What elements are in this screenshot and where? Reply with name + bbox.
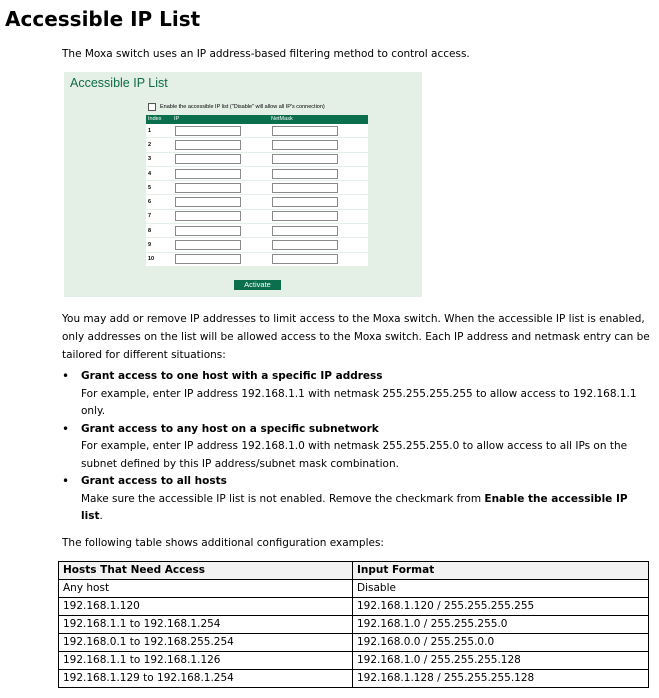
ip-cell [172, 152, 269, 166]
row-index: 4 [146, 166, 172, 180]
hosts-cell: 192.168.1.120 [59, 598, 353, 616]
ip-cell [172, 224, 269, 238]
row-index: 1 [146, 124, 172, 138]
netmask-input[interactable] [272, 126, 338, 136]
row-index: 9 [146, 238, 172, 252]
ip-table-row [146, 181, 368, 195]
bullet-text: For example, enter IP address 192.168.1.1 with netmask 255.255.255.255 to allow access to 192.168.1.1 [81, 387, 637, 400]
ip-cell [172, 238, 269, 252]
netmask-cell [269, 238, 368, 252]
ip-input[interactable] [175, 197, 241, 207]
bullet-text: only. [81, 405, 106, 417]
column-index: Index [146, 115, 172, 124]
ip-table-row [146, 195, 368, 209]
examples-row [59, 598, 649, 616]
input-format-cell: 192.168.1.128 / 255.255.255.128 [353, 670, 649, 688]
description-line: only addresses on the list will be allowed access to the Moxa switch. Each IP address and netmask entry can be [62, 331, 650, 343]
enable-row [148, 103, 325, 113]
table-intro-text: The following table shows additional configuration examples: [62, 537, 384, 549]
bullet-heading: Grant access to all hosts [81, 475, 227, 487]
ip-table-row [146, 209, 368, 223]
row-index: 5 [146, 181, 172, 195]
examples-row [59, 670, 649, 688]
hosts-cell: 192.168.1.1 to 192.168.1.126 [59, 652, 353, 670]
netmask-input[interactable] [272, 254, 338, 264]
ip-cell [172, 209, 269, 223]
screenshot-panel [64, 72, 422, 297]
ip-table-row [146, 166, 368, 180]
input-format-cell: 192.168.1.0 / 255.255.255.0 [353, 616, 649, 634]
netmask-input[interactable] [272, 140, 338, 150]
ip-cell [172, 124, 269, 138]
ip-cell [172, 195, 269, 209]
bullet-heading: Grant access to any host on a specific subnetwork [81, 422, 379, 435]
enable-label: Enable the accessible IP list ("Disable" will allow all IP's connection) [160, 104, 325, 110]
bullet-bold-text: list [81, 510, 100, 522]
examples-row [59, 580, 649, 598]
hosts-cell: 192.168.1.1 to 192.168.1.254 [59, 616, 353, 634]
bullet-icon: • [62, 421, 70, 436]
ip-table-row [146, 138, 368, 152]
netmask-cell [269, 224, 368, 238]
hosts-cell: 192.168.1.129 to 192.168.1.254 [59, 670, 353, 688]
column-netmask: NetMask [269, 115, 368, 124]
bullet-text: . [99, 510, 103, 522]
netmask-input[interactable] [272, 183, 338, 193]
row-index: 7 [146, 209, 172, 223]
row-index: 10 [146, 252, 172, 266]
panel-title: Accessible IP List [70, 76, 168, 90]
header-hosts: Hosts That Need Access [59, 562, 353, 580]
ip-input[interactable] [175, 140, 241, 150]
bullet-item [62, 421, 637, 474]
page-title: Accessible IP List [5, 7, 201, 31]
ip-input[interactable] [175, 211, 241, 221]
ip-input[interactable] [175, 254, 241, 264]
ip-table-row [146, 238, 368, 252]
ip-cell [172, 138, 269, 152]
ip-input[interactable] [175, 240, 241, 250]
header-input-format: Input Format [353, 562, 649, 580]
bullet-bold-text: Enable the accessible IP [484, 492, 628, 505]
bullet-item [62, 473, 637, 526]
activate-button[interactable]: Activate [234, 280, 281, 290]
ip-cell [172, 252, 269, 266]
examples-row [59, 652, 649, 670]
ip-input[interactable] [175, 154, 241, 164]
ip-table-row [146, 252, 368, 266]
description-line: You may add or remove IP addresses to limit access to the Moxa switch. When the accessible IP list is enabled, [62, 313, 645, 325]
netmask-input[interactable] [272, 197, 338, 207]
bullet-text: For example, enter IP address 192.168.1.0 with netmask 255.255.255.0 to allow access to all IPs on the [81, 440, 628, 452]
netmask-input[interactable] [272, 154, 338, 164]
netmask-input[interactable] [272, 211, 338, 221]
intro-text: The Moxa switch uses an IP address-based filtering method to control access. [62, 48, 470, 60]
examples-row [59, 616, 649, 634]
input-format-cell: 192.168.1.0 / 255.255.255.128 [353, 652, 649, 670]
netmask-cell [269, 166, 368, 180]
hosts-cell: 192.168.0.1 to 192.168.255.254 [59, 634, 353, 652]
ip-cell [172, 166, 269, 180]
input-format-cell: 192.168.1.120 / 255.255.255.255 [353, 598, 649, 616]
bullet-list [62, 368, 637, 526]
examples-row [59, 634, 649, 652]
description-text [62, 310, 650, 364]
column-ip: IP [172, 115, 269, 124]
ip-table [146, 115, 368, 267]
ip-input[interactable] [175, 169, 241, 179]
input-format-cell: Disable [353, 580, 649, 598]
bullet-text: subnet defined by this IP address/subnet mask combination. [81, 457, 399, 470]
netmask-input[interactable] [272, 226, 338, 236]
ip-cell [172, 181, 269, 195]
netmask-cell [269, 152, 368, 166]
bullet-item [62, 368, 637, 421]
bullet-heading: Grant access to one host with a specific IP address [81, 370, 383, 382]
hosts-cell: Any host [59, 580, 353, 598]
netmask-cell [269, 181, 368, 195]
netmask-cell [269, 209, 368, 223]
netmask-cell [269, 195, 368, 209]
ip-table-header [146, 115, 368, 124]
row-index: 2 [146, 138, 172, 152]
input-format-cell: 192.168.0.0 / 255.255.0.0 [353, 634, 649, 652]
bullet-icon: • [62, 474, 70, 488]
netmask-cell [269, 252, 368, 266]
ip-input[interactable] [175, 126, 241, 136]
row-index: 3 [146, 152, 172, 166]
netmask-input[interactable] [272, 169, 338, 179]
ip-table-row [146, 224, 368, 238]
bullet-icon: • [62, 369, 70, 383]
ip-input[interactable] [175, 183, 241, 193]
netmask-cell [269, 124, 368, 138]
netmask-input[interactable] [272, 240, 338, 250]
ip-table-row [146, 124, 368, 138]
ip-table-row [146, 152, 368, 166]
ip-input[interactable] [175, 226, 241, 236]
examples-header-row [59, 562, 649, 580]
bullet-text: Make sure the accessible IP list is not enabled. Remove the checkmark from [81, 492, 485, 505]
row-index: 8 [146, 224, 172, 238]
enable-checkbox[interactable] [148, 103, 156, 111]
description-line: tailored for different situations: [62, 349, 226, 361]
examples-table [58, 561, 649, 688]
row-index: 6 [146, 195, 172, 209]
netmask-cell [269, 138, 368, 152]
